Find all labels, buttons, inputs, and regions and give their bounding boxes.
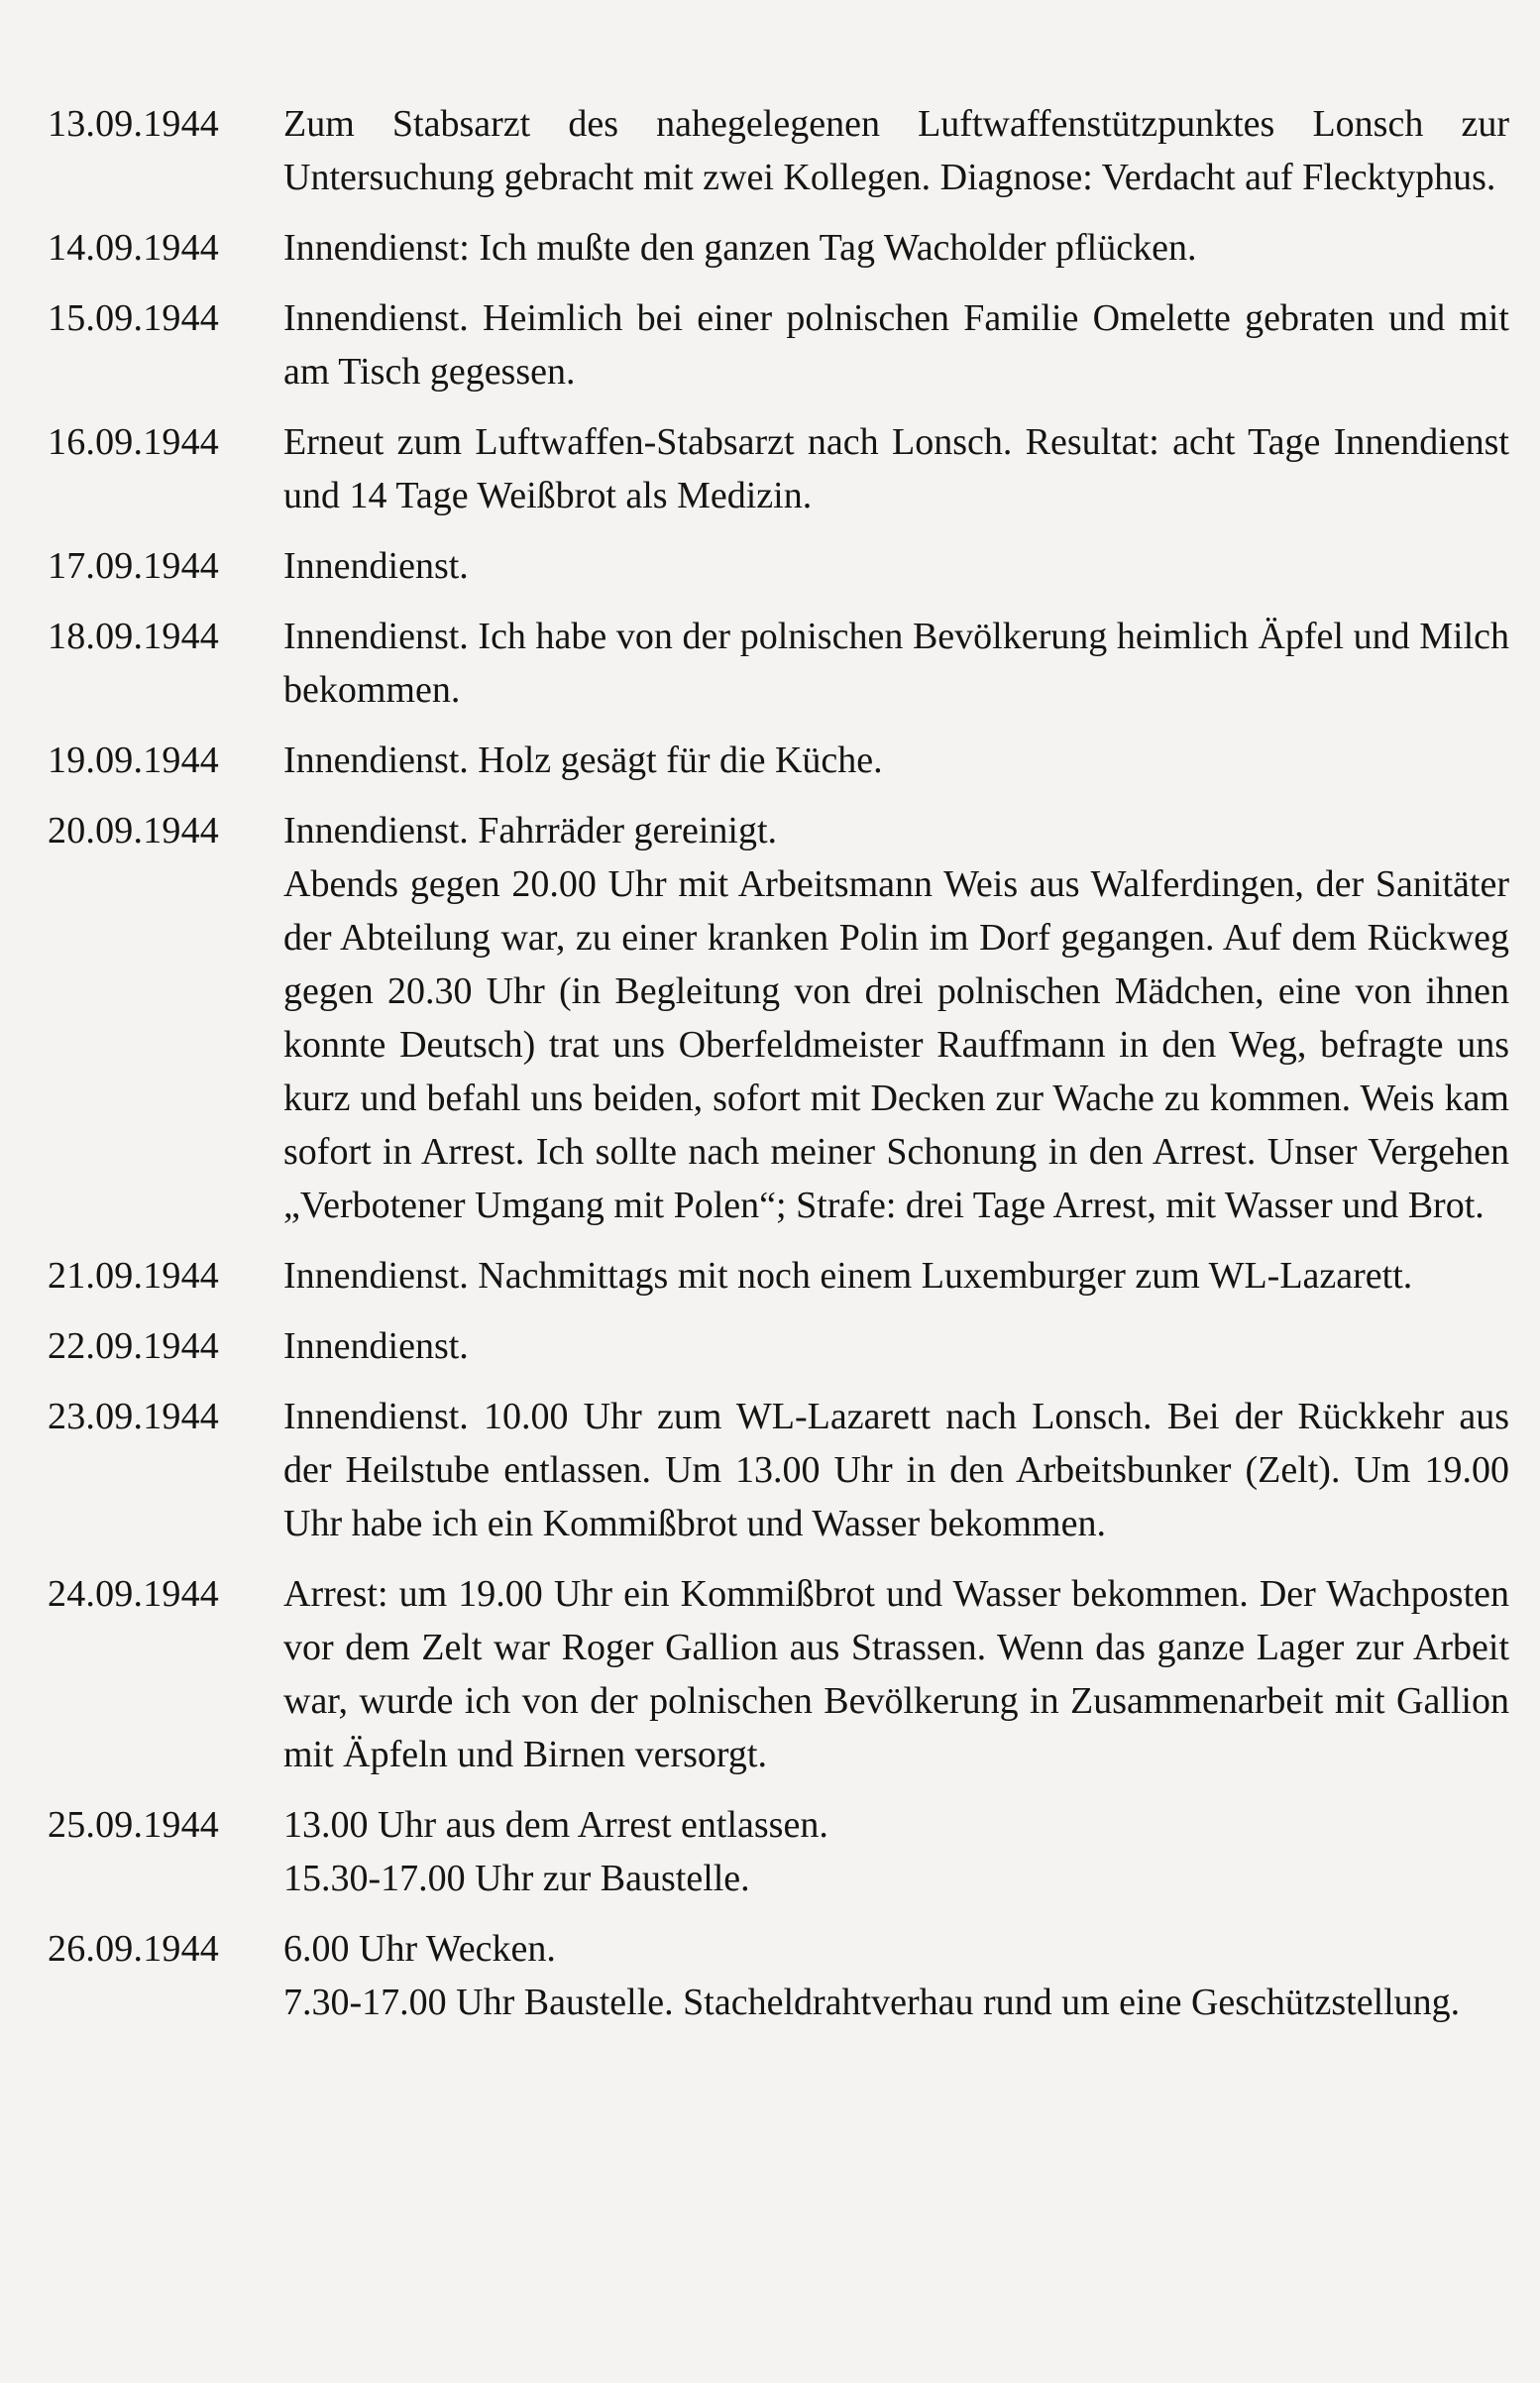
entry-paragraph: Innendienst. 10.00 Uhr zum WL-Lazarett nach Lonsch. Bei der Rückkehr aus der Heilstube entlassen. Um 13.00 Uhr in den Arbeitsbunker (Zelt). Um 19.00 Uhr habe ich ein Kommißbrot und Wasser bekommen. xyxy=(283,1396,1509,1544)
diary-entry xyxy=(48,1567,1509,1781)
entry-paragraph: Innendienst. xyxy=(283,545,469,587)
entry-date: 20.09.1944 xyxy=(48,810,219,851)
entry-text xyxy=(283,1798,1509,1905)
entry-date: 16.09.1944 xyxy=(48,421,219,463)
entry-paragraph: Arrest: um 19.00 Uhr ein Kommißbrot und Wasser bekommen. Der Wachposten vor dem Zelt war Roger Gallion aus Strassen. Wenn das ganze Lager zur Arbeit war, wurde ich von der polnischen Bevölkerung in Zusammenarbeit mit Gallion mit Äpfeln und Birnen versorgt. xyxy=(283,1573,1509,1775)
entry-date: 24.09.1944 xyxy=(48,1573,219,1615)
entry-paragraph: Innendienst. Holz gesägt für die Küche. xyxy=(283,739,883,781)
entry-paragraph: Innendienst. Nachmittags mit noch einem Luxemburger zum WL-Lazarett. xyxy=(283,1255,1413,1297)
entry-text xyxy=(283,97,1509,204)
entry-paragraph: 7.30-17.00 Uhr Baustelle. Stacheldrahtverhau rund um eine Geschützstellung. xyxy=(283,1982,1461,2023)
diary-entry xyxy=(48,221,1509,275)
entry-paragraph: 15.30-17.00 Uhr zur Baustelle. xyxy=(283,1858,750,1899)
entry-date: 22.09.1944 xyxy=(48,1325,219,1367)
entry-date: 19.09.1944 xyxy=(48,739,219,781)
entry-text xyxy=(283,1922,1509,2029)
entry-date: 23.09.1944 xyxy=(48,1396,219,1437)
diary-entry xyxy=(48,97,1509,204)
diary-entry xyxy=(48,804,1509,1232)
entry-text xyxy=(283,610,1509,717)
entry-date: 15.09.1944 xyxy=(48,297,219,339)
entry-text xyxy=(283,1567,1509,1781)
entry-date: 17.09.1944 xyxy=(48,545,219,587)
diary-entry xyxy=(48,415,1509,522)
entry-text xyxy=(283,539,1509,593)
diary-entry xyxy=(48,291,1509,398)
entry-paragraph: 13.00 Uhr aus dem Arrest entlassen. xyxy=(283,1804,828,1846)
diary-entry xyxy=(48,734,1509,787)
diary-entry xyxy=(48,610,1509,717)
diary-entry xyxy=(48,1922,1509,2029)
diary-entry xyxy=(48,1390,1509,1550)
entry-text xyxy=(283,804,1509,1232)
entry-text xyxy=(283,415,1509,522)
entry-text xyxy=(283,1390,1509,1550)
entry-date: 21.09.1944 xyxy=(48,1255,219,1297)
entry-date: 13.09.1944 xyxy=(48,103,219,145)
entry-paragraph: Erneut zum Luftwaffen-Stabsarzt nach Lonsch. Resultat: acht Tage Innendienst und 14 Tage Weißbrot als Medizin. xyxy=(283,421,1509,516)
entry-paragraph: Innendienst. xyxy=(283,1325,469,1367)
entry-paragraph: Innendienst: Ich mußte den ganzen Tag Wacholder pflücken. xyxy=(283,227,1197,269)
entry-text xyxy=(283,1319,1509,1373)
diary-entry xyxy=(48,1319,1509,1373)
entry-paragraph: Innendienst. Heimlich bei einer polnischen Familie Omelette gebraten und mit am Tisch gegessen. xyxy=(283,297,1509,393)
entry-text xyxy=(283,734,1509,787)
entry-text xyxy=(283,221,1509,275)
entry-date: 18.09.1944 xyxy=(48,616,219,657)
entry-text xyxy=(283,291,1509,398)
entry-text xyxy=(283,1249,1509,1303)
entry-paragraph: 6.00 Uhr Wecken. xyxy=(283,1928,556,1970)
diary-entry xyxy=(48,1798,1509,1905)
diary-entry xyxy=(48,1249,1509,1303)
entry-paragraph: Abends gegen 20.00 Uhr mit Arbeitsmann Weis aus Walferdingen, der Sanitäter der Abteilung war, zu einer kranken Polin im Dorf gegangen. Auf dem Rückweg gegen 20.30 Uhr (in Begleitung von drei polnischen Mädchen, eine von ihnen konnte Deutsch) trat uns Oberfeldmeister Rauffmann in den Weg, befragte uns kurz und befahl uns beiden, sofort mit Decken zur Wache zu kommen. Weis kam sofort in Arrest. Ich sollte nach meiner Schonung in den Arrest. Unser Vergehen „Verbotener Umgang mit Polen“; Strafe: drei Tage Arrest, mit Wasser und Brot. xyxy=(283,863,1509,1226)
entry-paragraph: Innendienst. Ich habe von der polnischen Bevölkerung heimlich Äpfel und Milch bekommen. xyxy=(283,616,1509,711)
entry-date: 26.09.1944 xyxy=(48,1928,219,1970)
entry-date: 25.09.1944 xyxy=(48,1804,219,1846)
entry-paragraph: Innendienst. Fahrräder gereinigt. xyxy=(283,810,778,851)
entry-paragraph: Zum Stabsarzt des nahegelegenen Luftwaffenstützpunktes Lonsch zur Untersuchung gebracht mit zwei Kollegen. Diagnose: Verdacht auf Flecktyphus. xyxy=(283,103,1509,198)
diary-page xyxy=(48,97,1509,2046)
entry-date: 14.09.1944 xyxy=(48,227,219,269)
diary-entry xyxy=(48,539,1509,593)
